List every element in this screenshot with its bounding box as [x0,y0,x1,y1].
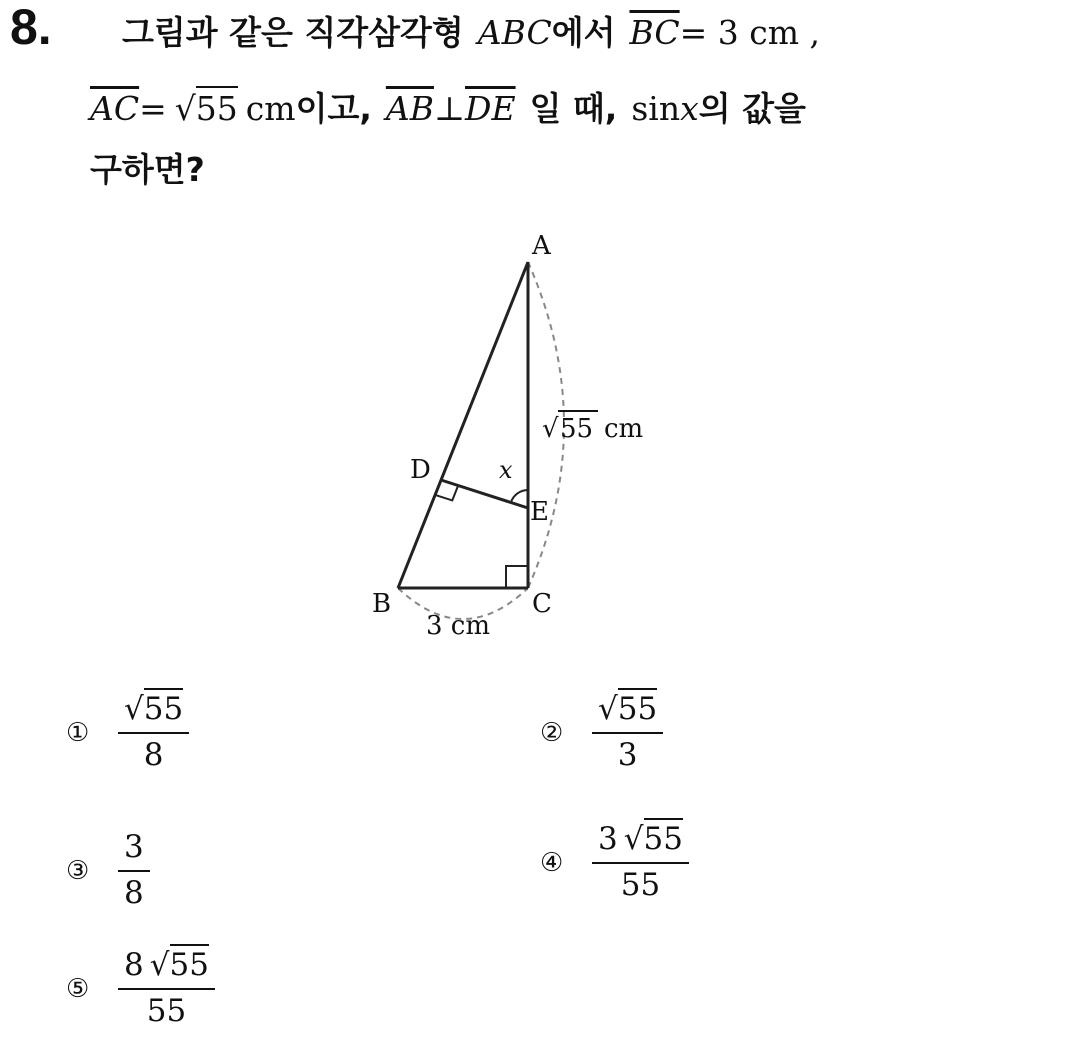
ac-sqrt-value: 55 [196,86,238,128]
choice-3[interactable] [66,830,150,911]
question-text-ilttae: 일 때, [529,89,618,128]
choice-marker: ① [66,717,90,748]
vertex-label-c: C [532,589,552,619]
choice-fraction [592,822,689,903]
choice-marker: ③ [66,855,90,886]
right-angle-mark-c [506,566,528,588]
question-text-eseo: 에서 [551,13,616,52]
question-number: 8. [10,0,52,55]
fraction-numerator: 3 √55 [592,822,689,864]
sqrt-icon: √ [542,414,559,444]
bc-value: = 3 cm , [679,13,820,52]
segment-ab: $\overline{AB}$ [385,89,434,128]
choice-1[interactable] [66,692,189,773]
sqrt-icon: √ [623,821,644,857]
ac-unit: cm [245,89,296,128]
sin-function: sin [631,89,681,128]
sqrt-icon: √ [149,947,170,983]
question-text-intro: 그림과 같은 직각삼각형 [122,13,464,52]
choice-marker: ⑤ [66,973,90,1004]
choice-fraction [118,830,150,911]
side-ab [398,262,528,588]
sqrt-icon: √ [598,691,618,727]
vertex-label-e: E [530,497,549,527]
vertex-label-d: D [410,455,431,485]
sqrt-icon: √ [174,89,196,128]
fraction-numerator: 8 √55 [118,948,215,990]
fraction-numerator: √55 [118,692,189,734]
segment-ac: $\overline{AC}$ [90,89,140,128]
segment-bc: $\overline{BC}$ [629,13,680,52]
choice-fraction [118,948,215,1029]
angle-label-x: x [499,456,513,484]
fraction-denominator: 8 [143,736,164,773]
fraction-denominator: 55 [620,866,661,903]
choice-4[interactable] [540,822,689,903]
vertex-label-b: B [372,589,392,619]
choice-fraction [118,692,189,773]
perpendicular-icon: ⊥ [433,89,465,128]
question-text-ask: 구하면? [90,150,205,189]
fraction-denominator: 55 [146,992,187,1029]
angle-arc-e [511,490,528,503]
ac-label-value: 55 [560,414,594,444]
fraction-denominator: 8 [124,874,144,911]
vertex-label-a: A [532,231,551,261]
fraction-numerator: √55 [592,692,663,734]
fraction-numerator: 3 [118,830,150,872]
choice-5[interactable] [66,948,215,1029]
choice-marker: ④ [540,847,564,878]
ac-label-unit: cm [604,414,644,444]
equals-sign: = [139,89,167,128]
choice-2[interactable] [540,692,663,773]
question-text-value: 의 값을 [698,89,806,128]
angle-variable: x [680,89,699,128]
choice-marker: ② [540,717,564,748]
choice-fraction [592,692,663,773]
question-text-igo: 이고, [295,89,372,128]
fraction-denominator: 3 [617,736,638,773]
segment-de: $\overline{DE}$ [465,89,516,128]
bc-length-label: 3 cm [426,611,491,641]
sqrt-icon: √ [124,691,144,727]
triangle-name: ABC [477,13,552,52]
